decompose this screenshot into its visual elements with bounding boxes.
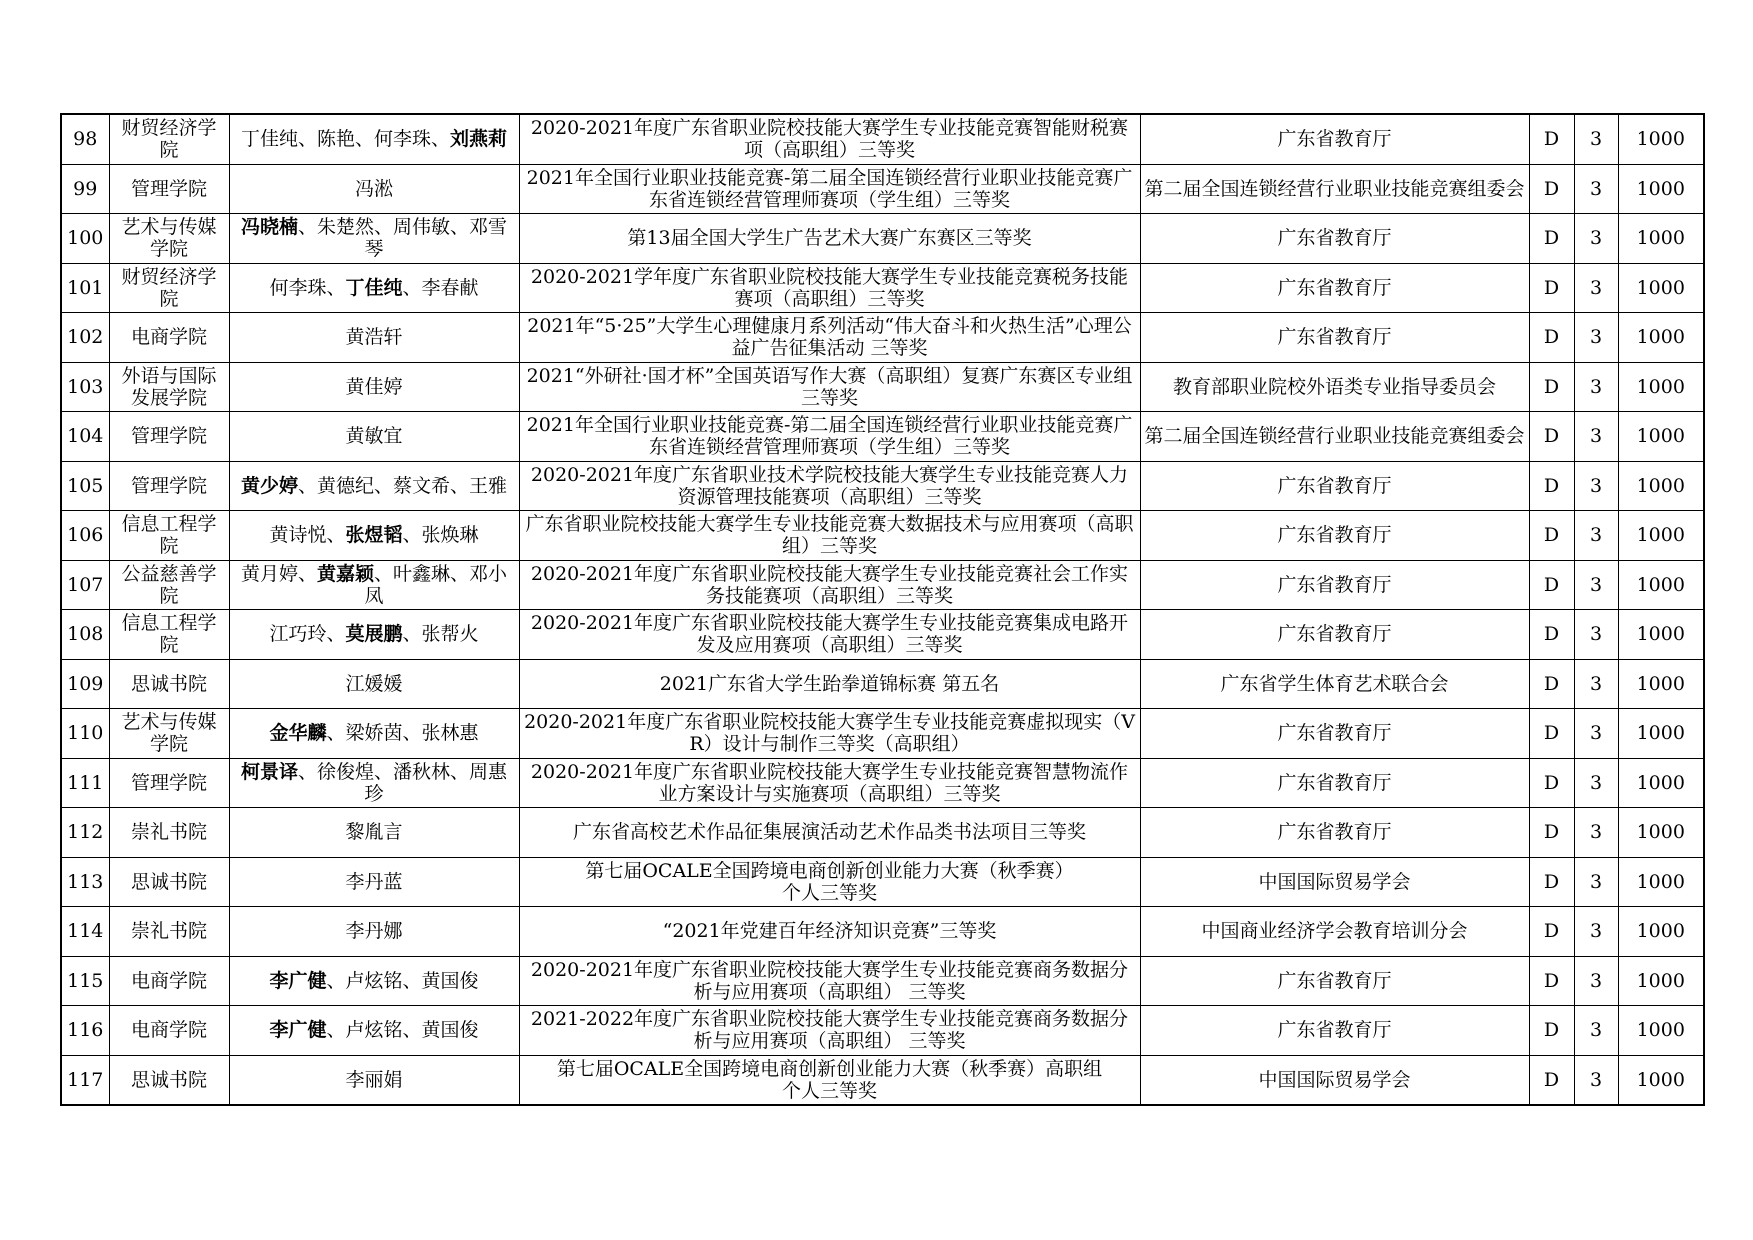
member-name: 刘燕莉 [450,128,508,151]
award-cell: 2021年全国行业职业技能竞赛-第二届全国连锁经营行业职业技能竞赛广东省连锁经营管理师赛项（学生组）三等奖 [519,412,1140,462]
organizer-cell: 广东省学生体育艺术联合会 [1140,659,1529,709]
row-number: 112 [61,808,109,858]
college-cell: 管理学院 [109,758,229,808]
row-number: 117 [61,1055,109,1105]
member-separator: 、 [373,474,393,497]
amount-cell: 1000 [1618,709,1704,759]
award-cell: 2021年“5·25”大学生心理健康月系列活动“伟大奋斗和火热生活”心理公益广告征集活动 三等奖 [519,313,1140,363]
organizer-cell: 广东省教育厅 [1140,461,1529,511]
amount-cell: 1000 [1618,362,1704,412]
level-cell: D [1529,1055,1574,1105]
member-name: 潘秋林 [393,760,451,783]
row-number: 110 [61,709,109,759]
member-name: 朱楚然 [316,216,374,239]
members-cell [229,857,519,907]
award-cell: 2021广东省大学生跆拳道锦标赛 第五名 [519,659,1140,709]
row-number: 108 [61,610,109,660]
member-separator: 、 [326,276,346,299]
row-number: 116 [61,1006,109,1056]
points-cell: 3 [1574,907,1618,957]
points-cell: 3 [1574,659,1618,709]
award-cell: 广东省职业院校技能大赛学生专业技能竞赛大数据技术与应用赛项（高职组）三等奖 [519,511,1140,561]
organizer-cell: 广东省教育厅 [1140,610,1529,660]
member-separator: 、 [373,216,393,239]
member-name: 黎胤言 [345,821,403,844]
table-row [61,263,1704,313]
level-cell: D [1529,709,1574,759]
award-cell: 2020-2021年度广东省职业院校技能大赛学生专业技能竞赛智慧物流作业方案设计与实施赛项（高职组）三等奖 [519,758,1140,808]
award-cell: 广东省高校艺术作品征集展演活动艺术作品类书法项目三等奖 [519,808,1140,858]
member-separator: 、 [326,1019,346,1042]
member-name: 冯晓楠 [240,216,298,239]
amount-cell: 1000 [1618,857,1704,907]
college-cell: 电商学院 [109,956,229,1006]
table-row [61,560,1704,610]
member-name: 梁娇茵 [345,722,403,745]
amount-cell: 1000 [1618,1006,1704,1056]
level-cell: D [1529,560,1574,610]
award-cell: 2020-2021年度广东省职业院校技能大赛学生专业技能竞赛集成电路开发及应用赛项（高职组）三等奖 [519,610,1140,660]
table-row [61,956,1704,1006]
member-name: 柯景译 [240,760,298,783]
award-cell: 2020-2021年度广东省职业院校技能大赛学生专业技能竞赛商务数据分析与应用赛项（高职组） 三等奖 [519,956,1140,1006]
members-cell [229,362,519,412]
table-row [61,362,1704,412]
row-number: 98 [61,114,109,164]
member-separator: 、 [297,128,317,151]
member-name: 黄国俊 [421,1019,479,1042]
level-cell: D [1529,907,1574,957]
members-cell [229,1006,519,1056]
member-name: 黄嘉颖 [316,562,374,585]
organizer-cell: 广东省教育厅 [1140,758,1529,808]
amount-cell: 1000 [1618,214,1704,264]
table-row [61,461,1704,511]
member-separator: 、 [373,562,393,585]
level-cell: D [1529,214,1574,264]
table-row [61,659,1704,709]
row-number: 103 [61,362,109,412]
college-cell: 崇礼书院 [109,808,229,858]
points-cell: 3 [1574,758,1618,808]
award-cell: 第13届全国大学生广告艺术大赛广东赛区三等奖 [519,214,1140,264]
points-cell: 3 [1574,857,1618,907]
award-cell: “2021年党建百年经济知识竞赛”三等奖 [519,907,1140,957]
level-cell: D [1529,857,1574,907]
member-name: 黄月婷 [240,562,298,585]
member-name: 李丹娜 [345,920,403,943]
award-cell: 2021“外研社·国才杯”全国英语写作大赛（高职组）复赛广东赛区专业组三等奖 [519,362,1140,412]
member-name: 江媛媛 [345,672,403,695]
organizer-cell: 广东省教育厅 [1140,956,1529,1006]
amount-cell: 1000 [1618,511,1704,561]
member-name: 陈艳 [316,128,355,151]
member-separator: 、 [326,524,346,547]
row-number: 109 [61,659,109,709]
award-cell: 2020-2021年度广东省职业院校技能大赛学生专业技能竞赛虚拟现实（VR）设计与制作三等奖（高职组） [519,709,1140,759]
award-line: 个人三等奖 [781,1079,877,1102]
member-name: 邓小凤 [364,562,508,607]
points-cell: 3 [1574,263,1618,313]
member-name: 黄诗悦 [269,524,327,547]
member-name: 黄浩轩 [345,326,403,349]
members-cell [229,659,519,709]
members-cell [229,709,519,759]
level-cell: D [1529,659,1574,709]
amount-cell: 1000 [1618,956,1704,1006]
college-cell: 管理学院 [109,412,229,462]
level-cell: D [1529,758,1574,808]
member-name: 金华麟 [269,722,327,745]
award-list-page [60,113,1705,1106]
member-name: 叶鑫琳 [393,562,451,585]
member-separator: 、 [450,760,470,783]
points-cell: 3 [1574,610,1618,660]
award-cell: 2021-2022年度广东省职业院校技能大赛学生专业技能竞赛商务数据分析与应用赛项（高职组） 三等奖 [519,1006,1140,1056]
organizer-cell: 广东省教育厅 [1140,511,1529,561]
award-cell: 2020-2021学年度广东省职业院校技能大赛学生专业技能竞赛税务技能赛项（高职组）三等奖 [519,263,1140,313]
level-cell: D [1529,808,1574,858]
member-separator: 、 [354,128,374,151]
member-name: 黄国俊 [421,969,479,992]
level-cell: D [1529,956,1574,1006]
points-cell: 3 [1574,114,1618,164]
member-separator: 、 [326,969,346,992]
amount-cell: 1000 [1618,560,1704,610]
award-line: 第七届OCALE全国跨境电商创新创业能力大赛（秋季赛）高职组 [556,1057,1103,1080]
members-cell [229,214,519,264]
level-cell: D [1529,1006,1574,1056]
members-cell [229,114,519,164]
points-cell: 3 [1574,1055,1618,1105]
amount-cell: 1000 [1618,1055,1704,1105]
amount-cell: 1000 [1618,907,1704,957]
row-number: 101 [61,263,109,313]
row-number: 107 [61,560,109,610]
table-row [61,907,1704,957]
organizer-cell: 广东省教育厅 [1140,263,1529,313]
member-separator: 、 [297,474,317,497]
table-row [61,313,1704,363]
members-cell [229,511,519,561]
members-cell [229,610,519,660]
member-name: 李丽娟 [345,1068,403,1091]
college-cell: 思诚书院 [109,1055,229,1105]
member-name: 黄少婷 [240,474,298,497]
table-row [61,1006,1704,1056]
member-separator: 、 [326,623,346,646]
organizer-cell: 第二届全国连锁经营行业职业技能竞赛组委会 [1140,164,1529,214]
college-cell: 崇礼书院 [109,907,229,957]
organizer-cell: 广东省教育厅 [1140,808,1529,858]
points-cell: 3 [1574,214,1618,264]
points-cell: 3 [1574,560,1618,610]
award-cell: 2020-2021年度广东省职业院校技能大赛学生专业技能竞赛社会工作实务技能赛项（高职组）三等奖 [519,560,1140,610]
member-separator: 、 [402,276,422,299]
points-cell: 3 [1574,412,1618,462]
amount-cell: 1000 [1618,412,1704,462]
award-table [60,113,1705,1106]
member-name: 邓雪琴 [364,216,508,261]
member-name: 卢炫铭 [345,1019,403,1042]
table-row [61,857,1704,907]
college-cell: 公益慈善学院 [109,560,229,610]
college-cell: 信息工程学院 [109,511,229,561]
award-cell [519,1055,1140,1105]
members-cell [229,907,519,957]
organizer-cell: 广东省教育厅 [1140,313,1529,363]
organizer-cell: 广东省教育厅 [1140,709,1529,759]
college-cell: 艺术与传媒学院 [109,709,229,759]
members-cell [229,263,519,313]
member-name: 徐俊煌 [316,760,374,783]
organizer-cell: 中国国际贸易学会 [1140,1055,1529,1105]
organizer-cell: 第二届全国连锁经营行业职业技能竞赛组委会 [1140,412,1529,462]
members-cell [229,758,519,808]
row-number: 106 [61,511,109,561]
amount-cell: 1000 [1618,610,1704,660]
college-cell: 财贸经济学院 [109,263,229,313]
member-name: 张帮火 [421,623,479,646]
level-cell: D [1529,313,1574,363]
row-number: 114 [61,907,109,957]
table-row [61,1055,1704,1105]
member-name: 张焕琳 [421,524,479,547]
award-cell: 2020-2021年度广东省职业技术学院校技能大赛学生专业技能竞赛人力资源管理技能赛项（高职组）三等奖 [519,461,1140,511]
college-cell: 管理学院 [109,164,229,214]
amount-cell: 1000 [1618,808,1704,858]
organizer-cell: 广东省教育厅 [1140,214,1529,264]
points-cell: 3 [1574,956,1618,1006]
member-separator: 、 [450,216,470,239]
points-cell: 3 [1574,808,1618,858]
member-separator: 、 [450,562,470,585]
amount-cell: 1000 [1618,263,1704,313]
level-cell: D [1529,164,1574,214]
member-separator: 、 [402,969,422,992]
row-number: 111 [61,758,109,808]
organizer-cell: 教育部职业院校外语类专业指导委员会 [1140,362,1529,412]
points-cell: 3 [1574,709,1618,759]
members-cell [229,412,519,462]
member-name: 何李珠 [269,276,327,299]
member-name: 黄佳婷 [345,375,403,398]
amount-cell: 1000 [1618,164,1704,214]
amount-cell: 1000 [1618,758,1704,808]
organizer-cell: 中国商业经济学会教育培训分会 [1140,907,1529,957]
member-name: 黄德纪 [316,474,374,497]
award-line: 第七届OCALE全国跨境电商创新创业能力大赛（秋季赛） [585,859,1074,882]
table-row [61,412,1704,462]
member-name: 莫展鹏 [345,623,403,646]
member-separator: 、 [402,524,422,547]
level-cell: D [1529,461,1574,511]
member-name: 周伟敏 [393,216,451,239]
college-cell: 电商学院 [109,1006,229,1056]
members-cell [229,808,519,858]
member-name: 张林惠 [421,722,479,745]
member-name: 张煜韬 [345,524,403,547]
table-row [61,808,1704,858]
organizer-cell: 中国国际贸易学会 [1140,857,1529,907]
table-row [61,709,1704,759]
level-cell: D [1529,263,1574,313]
level-cell: D [1529,362,1574,412]
member-name: 丁佳纯 [345,276,403,299]
members-cell [229,560,519,610]
college-cell: 管理学院 [109,461,229,511]
row-number: 100 [61,214,109,264]
amount-cell: 1000 [1618,114,1704,164]
level-cell: D [1529,610,1574,660]
member-name: 李广健 [269,1019,327,1042]
award-line: 个人三等奖 [781,881,877,904]
level-cell: D [1529,114,1574,164]
member-separator: 、 [297,216,317,239]
member-name: 李广健 [269,969,327,992]
member-name: 周惠珍 [364,760,508,805]
member-name: 江巧玲 [269,623,327,646]
row-number: 99 [61,164,109,214]
points-cell: 3 [1574,362,1618,412]
member-separator: 、 [402,1019,422,1042]
organizer-cell: 广东省教育厅 [1140,560,1529,610]
row-number: 105 [61,461,109,511]
table-row [61,511,1704,561]
college-cell: 外语与国际发展学院 [109,362,229,412]
college-cell: 艺术与传媒学院 [109,214,229,264]
row-number: 115 [61,956,109,1006]
award-cell: 2021年全国行业职业技能竞赛-第二届全国连锁经营行业职业技能竞赛广东省连锁经营管理师赛项（学生组）三等奖 [519,164,1140,214]
table-row [61,214,1704,264]
members-cell [229,164,519,214]
member-separator: 、 [373,760,393,783]
member-name: 何李珠 [374,128,432,151]
member-name: 蔡文希 [393,474,451,497]
award-cell: 2020-2021年度广东省职业院校技能大赛学生专业技能竞赛智能财税赛项（高职组）三等奖 [519,114,1140,164]
members-cell [229,313,519,363]
member-separator: 、 [450,474,470,497]
member-separator: 、 [326,722,346,745]
amount-cell: 1000 [1618,461,1704,511]
college-cell: 信息工程学院 [109,610,229,660]
table-row [61,164,1704,214]
member-name: 李丹蓝 [345,870,403,893]
college-cell: 思诚书院 [109,857,229,907]
college-cell: 财贸经济学院 [109,114,229,164]
members-cell [229,956,519,1006]
level-cell: D [1529,511,1574,561]
row-number: 104 [61,412,109,462]
points-cell: 3 [1574,461,1618,511]
member-separator: 、 [402,722,422,745]
members-cell [229,1055,519,1105]
college-cell: 电商学院 [109,313,229,363]
member-name: 卢炫铭 [345,969,403,992]
points-cell: 3 [1574,313,1618,363]
award-table-body [61,114,1704,1105]
table-row [61,114,1704,164]
member-name: 丁佳纯 [240,128,298,151]
points-cell: 3 [1574,164,1618,214]
table-row [61,610,1704,660]
members-cell [229,461,519,511]
table-row [61,758,1704,808]
college-cell: 思诚书院 [109,659,229,709]
member-separator: 、 [431,128,451,151]
member-name: 王雅 [469,474,508,497]
points-cell: 3 [1574,1006,1618,1056]
level-cell: D [1529,412,1574,462]
member-name: 黄敏宜 [345,425,403,448]
member-separator: 、 [402,623,422,646]
organizer-cell: 广东省教育厅 [1140,114,1529,164]
organizer-cell: 广东省教育厅 [1140,1006,1529,1056]
member-separator: 、 [297,760,317,783]
amount-cell: 1000 [1618,313,1704,363]
award-cell [519,857,1140,907]
member-name: 李春献 [421,276,479,299]
row-number: 113 [61,857,109,907]
points-cell: 3 [1574,511,1618,561]
row-number: 102 [61,313,109,363]
member-name: 冯淞 [354,177,393,200]
amount-cell: 1000 [1618,659,1704,709]
member-separator: 、 [297,562,317,585]
